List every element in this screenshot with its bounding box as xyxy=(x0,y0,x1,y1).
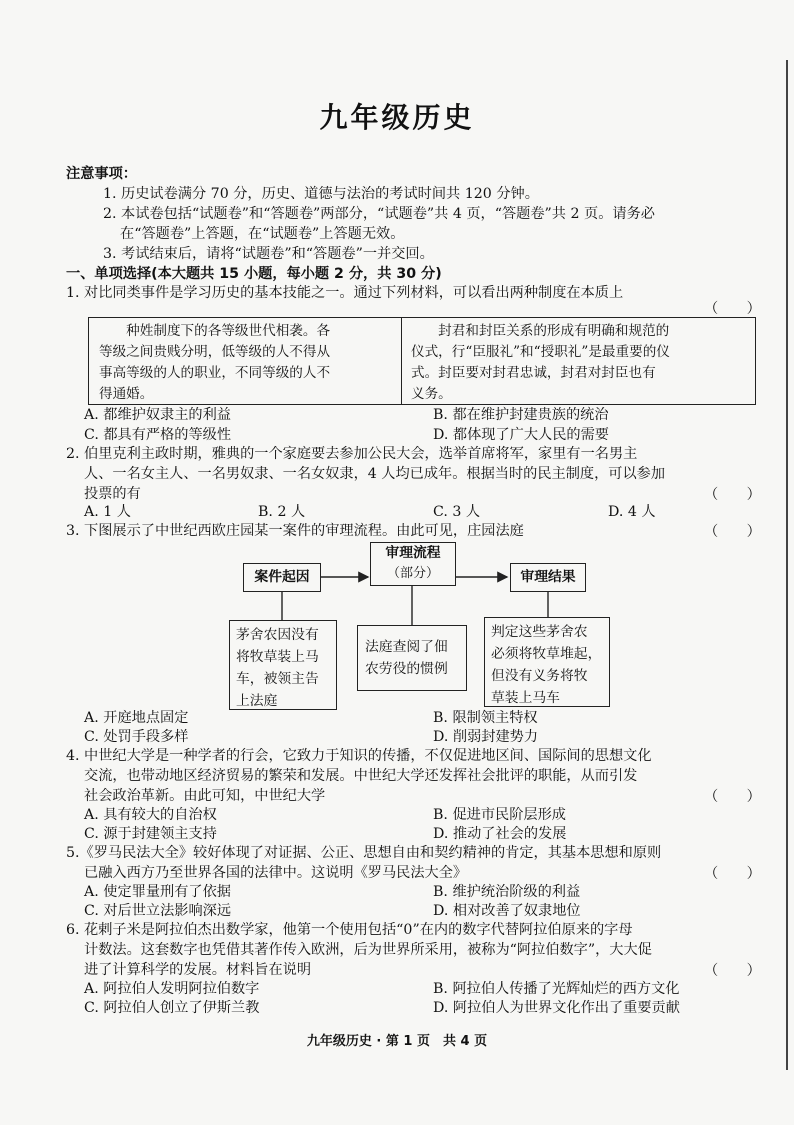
question-stem: 4. 中世纪大学是一种学者的行会，它致力于知识的传播，不仅促进地区间、国际间的思想文化 xyxy=(66,748,652,764)
table-right-line: 封君和封臣关系的形成有明确和规范的 xyxy=(411,323,670,339)
option-a[interactable]: A. 使定罪量刑有了依据 xyxy=(84,884,231,900)
option-d[interactable]: D. 都体现了广大人民的需要 xyxy=(433,427,609,443)
table-divider xyxy=(401,318,402,404)
page-footer: 九年级历史 · 第 1 页 共 4 页 xyxy=(306,1034,488,1049)
option-a[interactable]: A. 阿拉伯人发明阿拉伯数字 xyxy=(84,981,260,997)
option-d[interactable]: D. 推动了社会的发展 xyxy=(433,826,567,842)
process-box xyxy=(370,542,456,586)
answer-bracket: （ ） xyxy=(704,301,761,317)
question-stem: 交流，也带动地区经济贸易的繁荣和发展。中世纪大学还发挥社会批评的职能，从而引发 xyxy=(84,768,638,784)
answer-bracket: （ ） xyxy=(704,524,761,540)
question-stem: 2. 伯里克利主政时期，雅典的一个家庭要去参加公民大会，选举首席将军，家里有一名男主 xyxy=(66,446,638,462)
notice-heading: 注意事项： xyxy=(66,166,137,182)
result-box xyxy=(510,563,586,592)
material-table xyxy=(88,317,756,405)
option-c[interactable]: C. 阿拉伯人创立了伊斯兰教 xyxy=(84,1000,260,1016)
question-stem: 投票的有 xyxy=(84,486,141,502)
question-stem: 6. 花剌子米是阿拉伯杰出数学家，他第一个使用包括“0”在内的数字代替阿拉伯原来的字母 xyxy=(66,922,633,938)
option-d[interactable]: D. 相对改善了奴隶地位 xyxy=(433,903,581,919)
case-cause-label: 案件起因 xyxy=(254,569,310,585)
question-stem: 社会政治革新。由此可知，中世纪大学 xyxy=(84,788,326,804)
option-a[interactable]: A. 开庭地点固定 xyxy=(84,710,189,726)
page-title: 九年级历史 xyxy=(319,101,475,134)
outcome-detail-box xyxy=(484,617,610,707)
option-c[interactable]: C. 处罚手段多样 xyxy=(84,729,189,745)
process-detail-box xyxy=(357,625,467,691)
cause-line: 上法庭 xyxy=(236,693,278,709)
cause-line: 车，被领主告 xyxy=(236,671,319,687)
option-b[interactable]: B. 促进市民阶层形成 xyxy=(433,807,566,823)
option-c[interactable]: C. 对后世立法影响深远 xyxy=(84,903,232,919)
option-b[interactable]: B. 阿拉伯人传播了光辉灿烂的西方文化 xyxy=(433,981,680,997)
answer-bracket: （ ） xyxy=(704,487,761,503)
notice-item: 3. 考试结束后，请将“试题卷”和“答题卷”一并交回。 xyxy=(103,246,434,262)
question-stem: 3. 下图展示了中世纪西欧庄园某一案件的审理流程。由此可见，庄园法庭 xyxy=(66,523,524,539)
option-a[interactable]: A. 都维护奴隶主的利益 xyxy=(84,407,231,423)
option-c[interactable]: C. 源于封建领主支持 xyxy=(84,826,217,842)
answer-bracket: （ ） xyxy=(704,963,761,979)
cause-line: 将牧草装上马 xyxy=(236,649,319,665)
question-stem: 1. 对比同类事件是学习历史的基本技能之一。通过下列材料，可以看出两种制度在本质上 xyxy=(66,285,624,301)
question-stem: 进了计算科学的发展。材料旨在说明 xyxy=(84,962,312,978)
outcome-line: 但没有义务将牧 xyxy=(491,668,588,684)
option-b[interactable]: B. 维护统治阶级的利益 xyxy=(433,884,581,900)
cause-detail-box xyxy=(229,620,337,710)
table-left-line: 得通婚。 xyxy=(99,386,154,402)
binding-edge-line xyxy=(786,60,788,1070)
option-b[interactable]: B. 2 人 xyxy=(258,504,306,520)
option-d[interactable]: D. 阿拉伯人为世界文化作出了重要贡献 xyxy=(433,1000,680,1016)
table-right-line: 仪式，行“臣服礼”和“授职礼”是最重要的仪 xyxy=(411,344,670,360)
outcome-line: 判定这些茅舍农 xyxy=(491,624,588,640)
table-left-line: 种姓制度下的各等级世代相袭。各 xyxy=(99,323,331,339)
case-cause-box xyxy=(243,563,321,592)
table-right-line: 义务。 xyxy=(411,386,452,402)
outcome-line: 必须将牧草堆起， xyxy=(491,646,602,662)
option-d[interactable]: D. 削弱封建势力 xyxy=(433,729,539,745)
process-subtitle: （部分） xyxy=(386,566,439,581)
option-d[interactable]: D. 4 人 xyxy=(608,504,656,520)
process-line: 法庭查阅了佃 xyxy=(365,639,448,655)
question-stem: 计数法。这套数字也凭借其著作传入欧洲，后为世界所采用，被称为“阿拉伯数字”，大大促 xyxy=(84,942,652,958)
notice-item: 2. 本试卷包括“试题卷”和“答题卷”两部分，“试题卷”共 4 页，“答题卷”共 2 页。请务必 xyxy=(103,206,655,222)
question-stem: 人、一名女主人、一名男奴隶、一名女奴隶，4 人均已成年。根据当时的民主制度，可以参加 xyxy=(84,466,666,482)
notice-item: 1. 历史试卷满分 70 分，历史、道德与法治的考试时间共 120 分钟。 xyxy=(103,186,539,202)
option-c[interactable]: C. 都具有严格的等级性 xyxy=(84,427,232,443)
answer-bracket: （ ） xyxy=(704,789,761,805)
question-stem: 5.《罗马民法大全》较好体现了对证据、公正、思想自由和契约精神的肯定，其基本思想和原则 xyxy=(66,845,662,861)
option-b[interactable]: B. 都在维护封建贵族的统治 xyxy=(433,407,609,423)
table-left-line: 等级之间贵贱分明，低等级的人不得从 xyxy=(99,344,331,360)
cause-line: 茅舍农因没有 xyxy=(236,627,319,643)
outcome-line: 草装上马车 xyxy=(491,690,560,706)
option-c[interactable]: C. 3 人 xyxy=(433,504,481,520)
result-label: 审理结果 xyxy=(520,569,576,585)
process-title: 审理流程 xyxy=(385,545,441,561)
process-line: 农劳役的惯例 xyxy=(365,661,448,677)
option-b[interactable]: B. 限制领主特权 xyxy=(433,710,538,726)
option-a[interactable]: A. 1 人 xyxy=(84,504,131,520)
table-right-line: 式。封臣要对封君忠诚，封君对封臣也有 xyxy=(411,365,656,381)
question-stem: 已融入西方乃至世界各国的法律中。这说明《罗马民法大全》 xyxy=(84,865,468,881)
answer-bracket: （ ） xyxy=(704,866,761,882)
section-heading: 一、单项选择(本大题共 15 小题，每小题 2 分，共 30 分) xyxy=(66,266,442,282)
table-left-line: 事高等级的人的职业，不同等级的人不 xyxy=(99,365,331,381)
notice-item: 在“答题卷”上答题，在“试题卷”上答题无效。 xyxy=(120,226,405,242)
option-a[interactable]: A. 具有较大的自治权 xyxy=(84,807,217,823)
